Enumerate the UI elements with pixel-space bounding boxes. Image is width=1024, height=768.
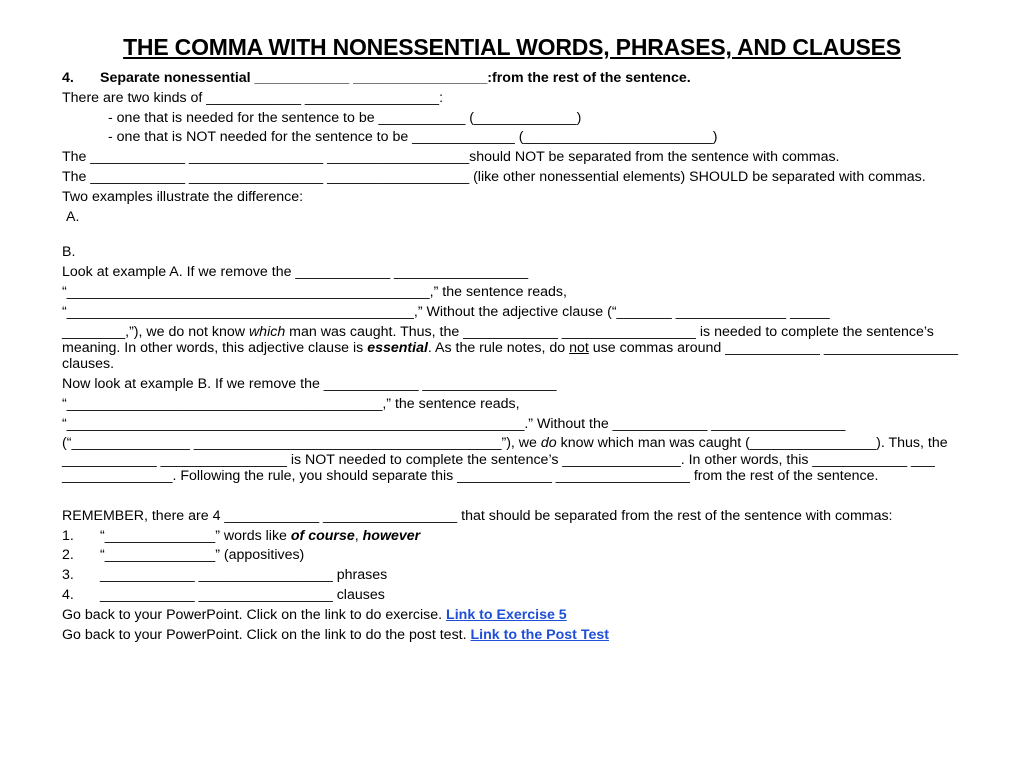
list-item <box>62 528 982 544</box>
list-text: ____________ _________________ clauses <box>100 586 385 603</box>
list-item <box>62 567 982 583</box>
list-text: ____________ _________________ phrases <box>100 567 388 584</box>
example-b-analysis-2: “________________________________________,” the sentence reads, <box>62 395 520 412</box>
exercise-line <box>62 607 982 623</box>
example-b-label: B. <box>62 244 76 261</box>
text-run: “______________” words like <box>100 527 291 544</box>
list-item <box>62 587 982 603</box>
list-text: “______________” (appositives) <box>100 547 305 564</box>
example-b-analysis-4 <box>62 435 982 484</box>
text-run: use commas around ____________ _________________ clauses. <box>62 339 959 373</box>
example-b-analysis-1: Now look at example B. If we remove the ____________ _________________ <box>62 375 557 392</box>
list-number: 2. <box>62 547 74 564</box>
rule-text: Separate nonessential ____________ _________________:from the rest of the sentence. <box>100 70 691 86</box>
remember-line: REMEMBER, there are 4 ____________ _________________ that should be separated from the rest of the sentence with commas: <box>62 507 893 524</box>
rule-number: 4. <box>62 70 74 86</box>
emphasis-not: not <box>569 339 589 356</box>
example-a-analysis-1: Look at example A. If we remove the ____________ _________________ <box>62 264 529 281</box>
example-a-analysis-2: “______________________________________________,” the sentence reads, <box>62 283 567 300</box>
list-item <box>62 547 982 563</box>
page-title: THE COMMA WITH NONESSENTIAL WORDS, PHRASES, AND CLAUSES <box>123 34 901 60</box>
example-b-analysis-3: “__________________________________________________________.” Without the ____________ _________________ <box>62 415 846 432</box>
examples-intro: Two examples illustrate the difference: <box>62 188 304 205</box>
list-number: 1. <box>62 527 74 544</box>
rule-line <box>62 70 982 86</box>
worksheet-body <box>62 70 982 646</box>
essential-rule-line: The ____________ _________________ __________________should NOT be separated from the sentence with commas. <box>62 149 840 166</box>
text-run: , <box>354 527 363 544</box>
section-space <box>62 488 982 508</box>
example-a-analysis-4 <box>62 324 982 373</box>
kind-essential-line: - one that is needed for the sentence to be ___________ (_____________) <box>108 109 582 126</box>
emphasis-which: which <box>248 323 286 340</box>
emphasis-essential: essential <box>367 339 428 356</box>
post-test-link[interactable]: Link to the Post Test <box>470 626 609 643</box>
emphasis-of-course: of course <box>290 527 355 544</box>
list-number: 3. <box>62 567 74 584</box>
kind-nonessential-line: - one that is NOT needed for the sentence to be _____________ (________________________) <box>108 129 718 146</box>
text-run: (“_______________ _______________________________________”), we <box>62 435 541 452</box>
nonessential-rule-line: The ____________ _________________ __________________ (like other nonessential elements) SHOULD be separated with commas. <box>62 168 926 185</box>
exercise-5-link[interactable]: Link to Exercise 5 <box>446 606 567 623</box>
text-run: ________,”), we do not know <box>62 323 249 340</box>
post-test-line <box>62 627 982 643</box>
exercise-instruction: Go back to your PowerPoint. Click on the link to do exercise. <box>62 606 447 623</box>
example-a-analysis-3: “____________________________________________,” Without the adjective clause (“_______ ______________ _____ <box>62 303 830 320</box>
example-a-space <box>62 228 982 244</box>
post-test-instruction: Go back to your PowerPoint. Click on the link to do the post test. <box>62 626 471 643</box>
example-a-label: A. <box>66 208 80 225</box>
text-run: man was caught. Thus, the ____________ _________________ is needed to complete the sentence’s meaning. In other words, this adjective clause is <box>62 323 934 356</box>
emphasis-do: do <box>540 435 557 452</box>
list-number: 4. <box>62 586 74 603</box>
text-run: . As the rule notes, do <box>427 339 570 356</box>
text-run: know which man was caught (________________). Thus, the ____________ ________________ is NOT needed to complete the sentence’s _______________. In other words, this ____________ ___ ______________. Following the rule, you should separate this ____________ _________________ from the rest of the sentence. <box>62 435 948 484</box>
kinds-line: There are two kinds of ____________ _________________: <box>62 89 444 106</box>
emphasis-however: however <box>362 527 421 544</box>
